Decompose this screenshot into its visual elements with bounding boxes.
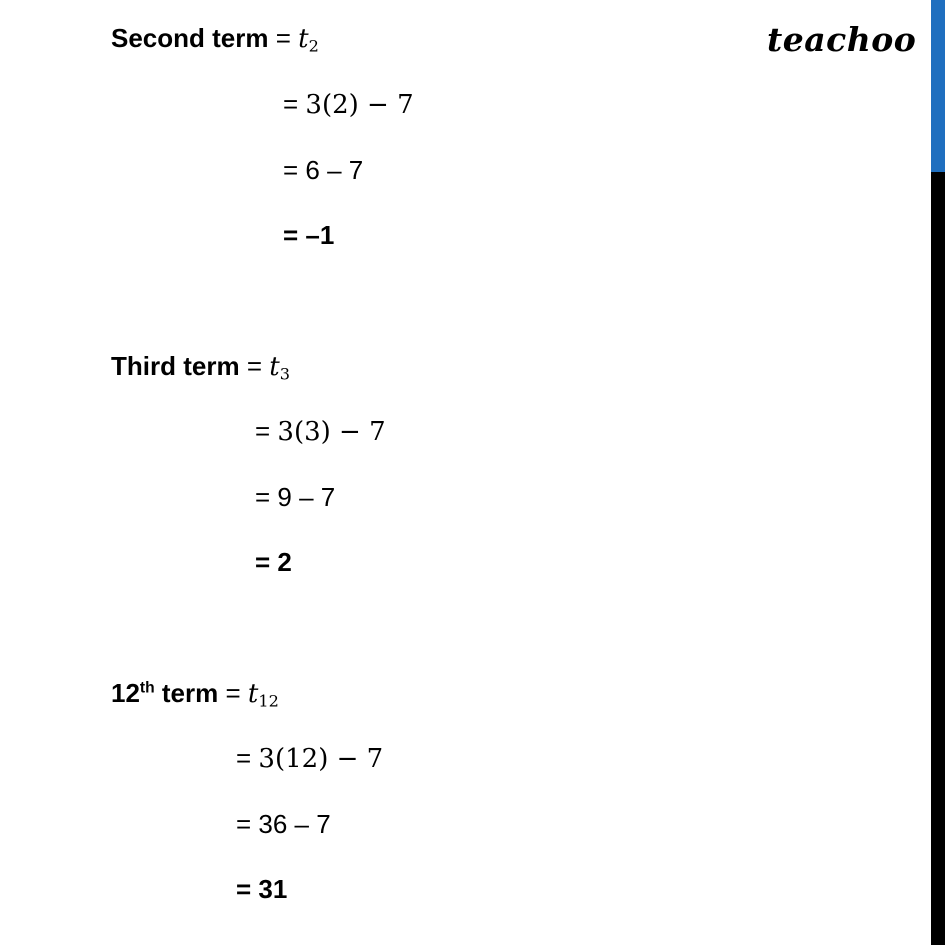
third-term-symbol: $t_3$ (269, 352, 290, 384)
second-term-label: Second term (111, 23, 269, 53)
second-term-step-1: = 3(2) − 7 (283, 89, 414, 120)
third-term-heading (111, 353, 290, 383)
third-term-step-1: = 3(3) − 7 (255, 416, 386, 447)
equals-sign: = (246, 351, 262, 381)
second-term-result: = –1 (283, 220, 335, 250)
third-term-result: = 2 (255, 547, 292, 577)
equals-sign: = (225, 678, 241, 708)
equals-sign: = (275, 23, 291, 53)
second-term-heading (111, 25, 319, 55)
second-term-step-2: = 6 – 7 (283, 155, 364, 185)
twelfth-term-heading (111, 680, 279, 710)
twelfth-term-symbol: $t_{12}$ (247, 679, 279, 711)
twelfth-term-label: 12th term (111, 678, 219, 708)
teachoo-logo: teachoo (767, 20, 917, 59)
twelfth-term-step-2: = 36 – 7 (236, 809, 331, 839)
second-term-symbol: $t_2$ (298, 24, 319, 56)
third-term-label: Third term (111, 351, 240, 381)
twelfth-term-step-1: = 3(12) − 7 (236, 743, 384, 774)
third-term-step-2: = 9 – 7 (255, 482, 336, 512)
twelfth-term-result: = 31 (236, 874, 288, 904)
sidebar-accent (931, 0, 945, 172)
